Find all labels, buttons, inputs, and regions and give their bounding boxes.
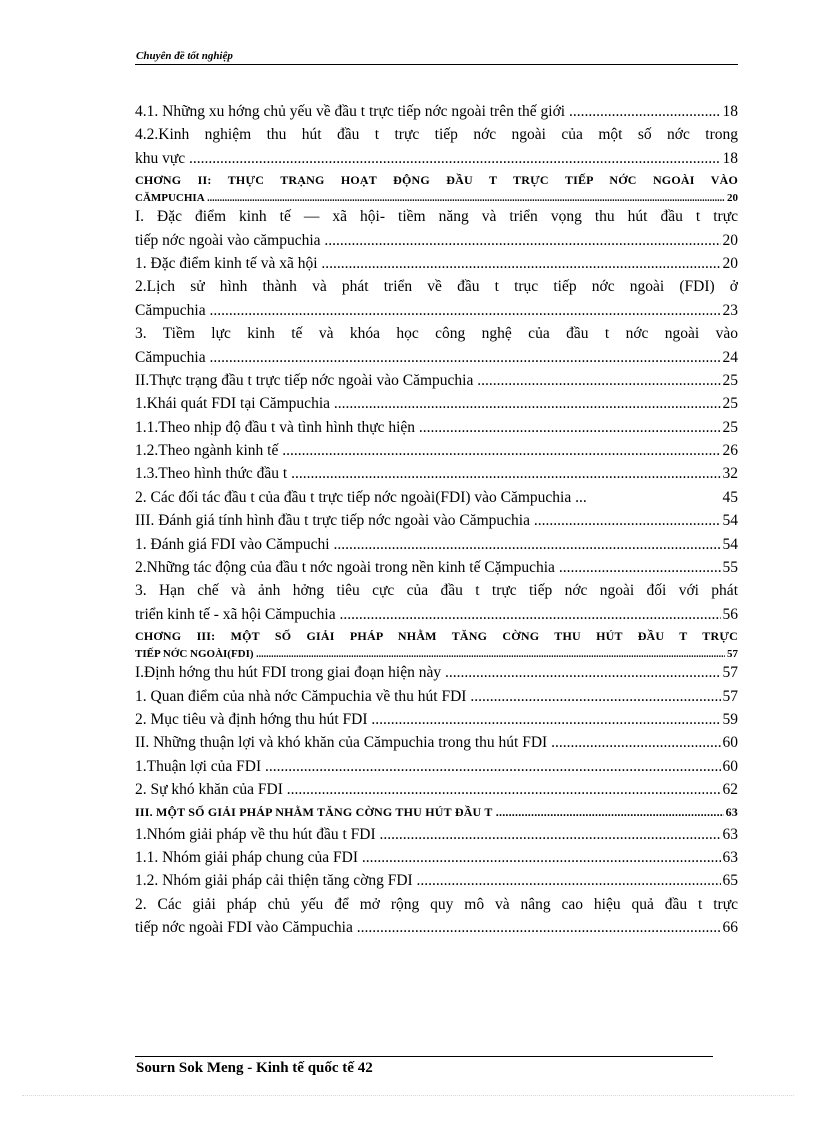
toc-entry-page-number: 63 xyxy=(724,802,738,823)
toc-entry-page-number: 54 xyxy=(721,509,739,532)
page-header-title: Chuyên đề tốt nghiệp xyxy=(136,50,233,62)
toc-entry-text: 1.1.Theo nhịp độ đầu t và tình hình thực hiện xyxy=(135,418,416,436)
toc-entry-text: khu vực xyxy=(135,149,186,167)
toc-entry-page-number: 23 xyxy=(721,299,739,322)
toc-entry-text: 1.Nhóm giải pháp về thu hút đầu t FDI xyxy=(135,825,376,843)
toc-entry-page-number: 25 xyxy=(721,369,739,392)
toc-entry-text: tiếp nớc ngoài FDI vào Cămpuchia xyxy=(135,919,353,937)
toc-entry-page-number: 45 xyxy=(721,486,739,509)
toc-entry[interactable] xyxy=(135,661,738,684)
toc-entry-page-number: 63 xyxy=(721,846,739,869)
toc-entry-text: CĂMPUCHIA xyxy=(135,192,205,205)
toc-entry[interactable] xyxy=(135,392,738,415)
toc-entry-page-number: 56 xyxy=(721,603,739,626)
toc-entry[interactable] xyxy=(135,509,738,532)
toc-entry-page-number: 63 xyxy=(721,823,739,846)
toc-entry-page-number: 25 xyxy=(721,416,739,439)
toc-entry-text: 2.Lịch sử hình thành và phát triển về đầu t trục tiếp nớc ngoài (FDI) ở xyxy=(135,278,738,296)
toc-entry[interactable] xyxy=(135,275,738,298)
toc-entry-page-number: 57 xyxy=(721,661,739,684)
toc-entry-text: 1. Quan điểm của nhà nớc Cămpuchia về thu hút FDI xyxy=(135,687,467,705)
toc-entry-page-number: 57 xyxy=(721,685,739,708)
toc-entry[interactable] xyxy=(135,322,738,345)
toc-entry[interactable] xyxy=(135,229,738,252)
toc-entry-text: II. Những thuận lợi và khó khăn của Cămpuchia trong thu hút FDI xyxy=(135,734,548,752)
toc-entry-text: triển kinh tế - xã hội Cămpuchia xyxy=(135,605,336,623)
toc-entry[interactable] xyxy=(135,462,738,485)
toc-entry-page-number: 26 xyxy=(721,439,739,462)
toc-entry-page-number: 18 xyxy=(721,100,739,123)
toc-entry[interactable] xyxy=(135,916,738,939)
toc-entry-text: 4.2.Kinh nghiệm thu hút đầu t trực tiếp nớc ngoài của một số nớc trong xyxy=(135,126,738,144)
toc-entry-page-number: 62 xyxy=(721,778,739,801)
toc-entry-page-number: 55 xyxy=(721,556,739,579)
toc-entry-page-number: 20 xyxy=(721,229,739,252)
toc-entry-text: I.Định hớng thu hút FDI trong giai đoạn hiện này xyxy=(135,664,442,682)
toc-entry-page-number: 57 xyxy=(727,648,738,661)
toc-entry[interactable] xyxy=(135,802,738,823)
toc-entry[interactable] xyxy=(135,869,738,892)
toc-entry[interactable] xyxy=(135,416,738,439)
toc-entry[interactable] xyxy=(135,556,738,579)
toc-entry-text: 1.2. Nhóm giải pháp cải thiện tăng cờng FDI xyxy=(135,872,413,890)
toc-entry-text: Cămpuchia xyxy=(135,348,206,366)
toc-entry-text: 1.3.Theo hình thức đầu t xyxy=(135,465,288,483)
toc-entry[interactable] xyxy=(135,100,738,123)
header-rule xyxy=(135,64,738,65)
toc-entry[interactable] xyxy=(135,823,738,846)
toc-entry-page-number: 60 xyxy=(721,755,739,778)
toc-entry[interactable] xyxy=(135,685,738,708)
toc-entry-text: CHƠNG III: MỘT SỐ GIẢI PHÁP NHẰM TĂNG CỜNG THU HÚT ĐẦU T TRỰC xyxy=(135,629,738,644)
toc-entry[interactable] xyxy=(135,147,738,170)
toc-entry[interactable] xyxy=(135,252,738,275)
toc-entry-page-number: 24 xyxy=(721,346,739,369)
page-footer-author: Sourn Sok Meng - Kinh tế quốc tế 42 xyxy=(136,1060,373,1076)
toc-entry[interactable] xyxy=(135,731,738,754)
toc-entry[interactable] xyxy=(135,299,738,322)
page-bottom-border xyxy=(22,1095,794,1096)
toc-entry-text: II.Thực trạng đầu t trực tiếp nớc ngoài vào Cămpuchia xyxy=(135,371,474,389)
toc-entry[interactable] xyxy=(135,708,738,731)
toc-entry-page-number: 20 xyxy=(721,252,739,275)
toc-entry[interactable] xyxy=(135,533,738,556)
footer-rule xyxy=(135,1056,713,1057)
toc-entry[interactable] xyxy=(135,486,738,509)
toc-entry-text: 1. Đặc điểm kinh tế và xã hội xyxy=(135,254,318,272)
toc-entry[interactable] xyxy=(135,893,738,916)
toc-entry-text: 1.Khái quát FDI tại Cămpuchia xyxy=(135,395,330,413)
toc-entry[interactable] xyxy=(135,647,738,661)
toc-entry[interactable] xyxy=(135,369,738,392)
toc-entry[interactable] xyxy=(135,439,738,462)
toc-entry-page-number: 20 xyxy=(727,192,738,205)
toc-entry-page-number: 65 xyxy=(721,869,739,892)
toc-entry-page-number: 54 xyxy=(721,533,739,556)
toc-entry[interactable] xyxy=(135,346,738,369)
toc-entry-text: 1.2.Theo ngành kinh tế xyxy=(135,442,279,460)
toc-entry-text: 2. Mục tiêu và định hớng thu hút FDI xyxy=(135,710,368,728)
toc-entry[interactable] xyxy=(135,579,738,602)
toc-entry-text: I. Đặc điểm kinh tế — xã hội- tiềm năng và triển vọng thu hút đầu t trực xyxy=(135,208,738,226)
toc-entry-text: 3. Hạn chế và ảnh hởng tiêu cực của đầu t trực tiếp nớc ngoài đối với phát xyxy=(135,582,738,600)
toc-entry-text: 1.1. Nhóm giải pháp chung của FDI xyxy=(135,848,358,866)
toc-entry-page-number: 60 xyxy=(721,731,739,754)
toc-entry-text: tiếp nớc ngoài vào cămpuchia xyxy=(135,231,321,249)
toc-entry-text: 3. Tiềm lực kinh tế và khóa học công nghệ của đầu t nớc ngoài vào xyxy=(135,325,738,343)
toc-entry[interactable] xyxy=(135,778,738,801)
toc-entry[interactable] xyxy=(135,626,738,647)
toc-entry-text: III. Đánh giá tính hình đầu t trực tiếp nớc ngoài vào Cămpuchia xyxy=(135,512,530,530)
toc-entry-text: 4.1. Những xu hớng chủ yếu về đầu t trực tiếp nớc ngoài trên thế giới xyxy=(135,103,566,120)
toc-entry-text: III. MỘT SỐ GIẢI PHÁP NHẰM TĂNG CỜNG THU HÚT ĐẦU T xyxy=(135,804,493,819)
toc-entry-page-number: 18 xyxy=(721,147,739,170)
toc-entry-page-number: 59 xyxy=(721,708,739,731)
toc-entry-text: 2. Các đối tác đầu t của đầu t trực tiếp nớc ngoài(FDI) vào Cămpuchia ... xyxy=(135,488,587,506)
toc-entry-text: 2. Các giải pháp chủ yếu để mở rộng quy mô và nâng cao hiệu quả đầu t trực xyxy=(135,895,738,913)
table-of-contents xyxy=(135,100,738,940)
toc-entry[interactable] xyxy=(135,191,738,205)
toc-entry-text: 2.Những tác động của đầu t nớc ngoài trong nền kinh tế Cặmpuchia xyxy=(135,559,555,577)
toc-entry-text: 1.Thuận lợi của FDI xyxy=(135,757,262,775)
toc-entry-text: Cămpuchia xyxy=(135,301,206,319)
toc-entry[interactable] xyxy=(135,603,738,626)
toc-entry[interactable] xyxy=(135,170,738,191)
toc-entry-page-number: 32 xyxy=(721,462,739,485)
toc-entry[interactable] xyxy=(135,755,738,778)
toc-entry-page-number: 66 xyxy=(721,916,739,939)
toc-entry-text: 2. Sự khó khăn của FDI xyxy=(135,781,283,799)
toc-entry-page-number: 25 xyxy=(721,392,739,415)
toc-entry[interactable] xyxy=(135,846,738,869)
toc-entry-text: TIẾP NỚC NGOÀI(FDI) xyxy=(135,648,254,661)
toc-entry-text: 1. Đánh giá FDI vào Cămpuchi xyxy=(135,535,330,553)
toc-entry-text: CHƠNG II: THỰC TRẠNG HOẠT ĐỘNG ĐẦU T TRỰC TIẾP NỚC NGOÀI VÀO xyxy=(135,173,738,188)
toc-entry[interactable] xyxy=(135,205,738,228)
toc-entry[interactable] xyxy=(135,123,738,146)
